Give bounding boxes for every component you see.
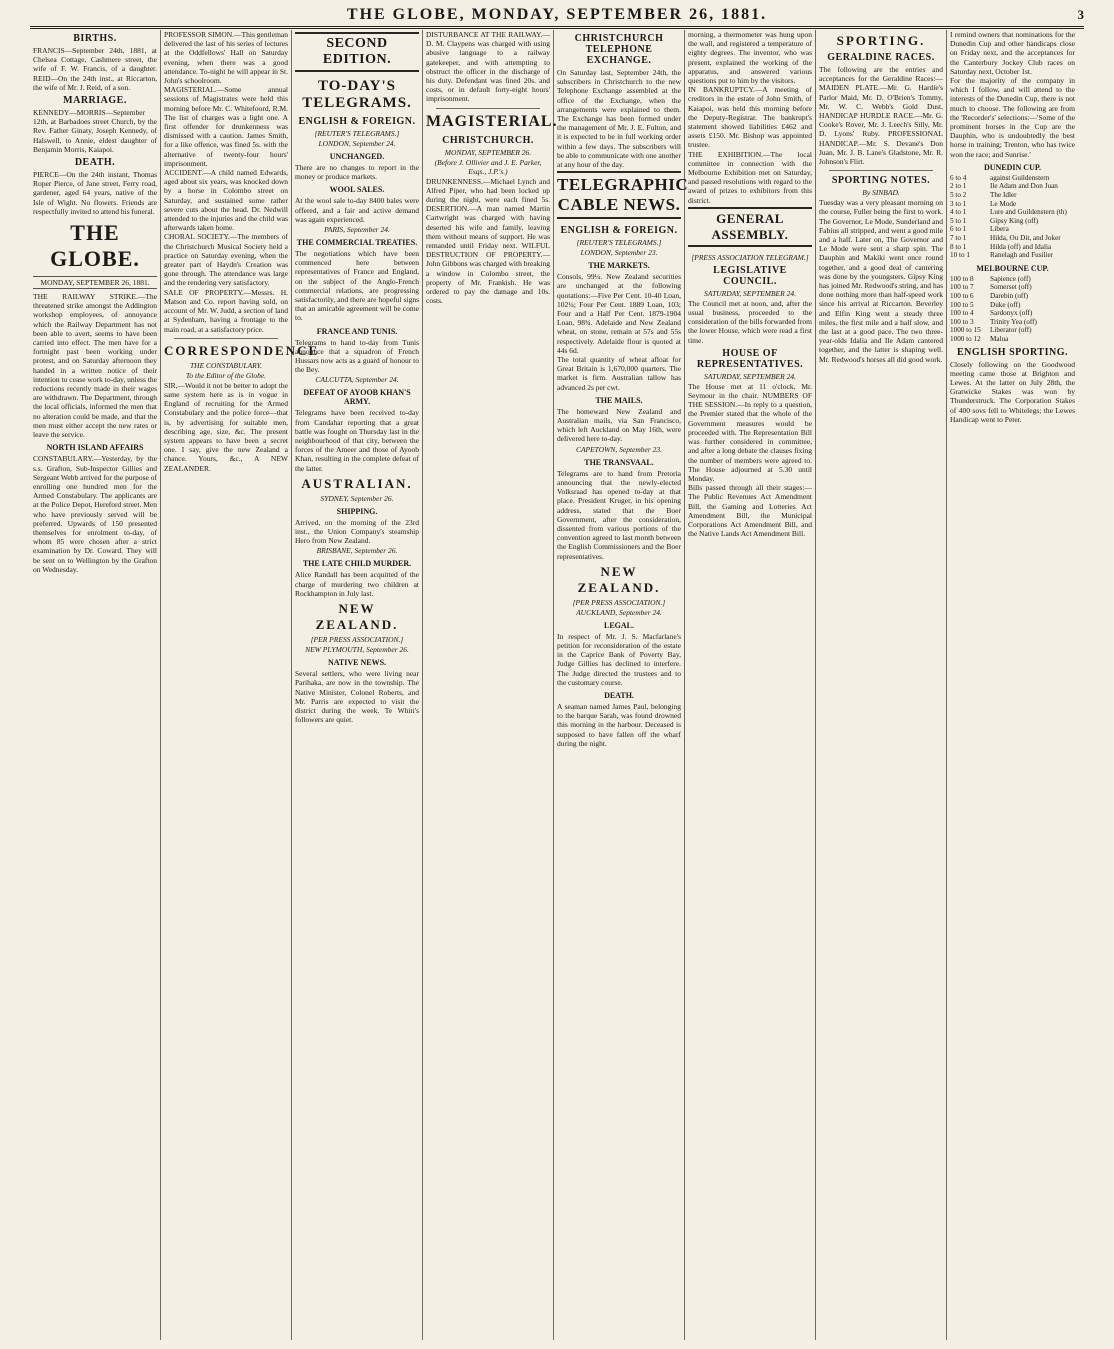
magisterial-text: DRUNKENNESS.—Michael Lynch and Alfred Piper, who had been locked up during the night, were each fined 5s. DESERTION.—A man named Martin Cartwright was charged with having deserted his wife and family, leaving them without means of support. He was remanded until Friday next. WILFUL DESTRUCTION OF PROPERTY.—John Gibbons was charged with breaking a window in Colombo street, the property of Mr. Frankish. He was ordered to pay the damage and 10s. costs. (426, 176, 550, 306)
column-2 (161, 30, 320, 1340)
odds-value: 100 to 8 (950, 274, 974, 283)
new-zealand-heading: NEW ZEALAND. (577, 563, 661, 595)
geraldine-races-text: The following are the entries and acceptances for the Geraldine Races:—MAIDEN PLATE.—Mr. G. Hardie's Parlor Maid, Mr. D. O'Brien's Tommy, Mr. W. C. Webb's Gold Dust. HANDICAP HURDLE RACE.—Mr. G. Cooke's Rover, Mr. J. Leech's Silly, Mr. D. Lyons' Ruby. PROFESSIONAL HANDICAP.—Mr. S. Devane's Don Juan, Mr. J. B. Lane's Gladstone, Mr. R. Johnson's Flirt. (819, 65, 943, 167)
marriage-heading: MARRIAGE. (63, 95, 127, 107)
divider (829, 170, 933, 171)
legal-text: In respect of Mr. J. S. Macfarlane's petition for reconsideration of the estate in the Caprice Bank of Poverty Bay, Judge Gillies has declined to interfere. The Judge directed the trustees and to the customary course. (557, 631, 681, 687)
odds-value: 7 to 1 (950, 234, 967, 242)
odds-row (950, 275, 1075, 284)
divider (436, 108, 540, 109)
odds-value: 100 to 6 (950, 291, 974, 300)
news-paragraph: MAGISTERIAL.—Some annual sessions of Magistrates were held this morning before Mr. C. Whitefoord, R.M. The list of charges was a light one. A first offender for drunkenness was dismissed with a caution. James Smith, for a like offence, was fined 5s. with the alternative of twenty-four hours' imprisonment. (164, 85, 288, 168)
constabulary-text: CONSTABULARY.—Yesterday, by the s.s. Grafton, Sub-Inspector Gillies and Sergeant Webb arrived for the purpose of enrolling one hundred men for the Armed Constabulary. The applicants are at the Police Depot, Hereford street. Men who have previously served will be preferred. Upwards of 150 presented themselves for enrolment to-day, of whom 85 were chosen after a strict examination by Dr. Coward. They will be sent on to Wellington by the Grafton on Wednesday. (33, 454, 157, 574)
english-foreign-heading: ENGLISH & FOREIGN. (298, 116, 416, 127)
column-5 (554, 30, 689, 1340)
odds-value: 5 to 2 (950, 191, 967, 200)
odds-row (950, 318, 1075, 327)
markets-text: Consols, 99¼. New Zealand securities are unchanged at the following quotations:—Five Per Cent. 10-40 Loan, 102¼; Four Per Cent. 1889 Loan, 103; Four and a Half Per Cent. 1879-1904 Loan, 98¾. Adelaide and New Zealand wheat, on stone, remain at 57s and 55s respectively. Adelaide flour is quoted at 44s 6d. (557, 272, 681, 355)
odds-row (950, 301, 1075, 310)
news-paragraph: ACCIDENT.—A child named Edwards, aged about six years, was knocked down by a horse in Colombo street on Saturday, and sustained some rather severe cuts about the head. Dr. Nedwill attended to the injuries and the child was afterwards taken home. (164, 168, 288, 233)
dunedin-cup-odds (950, 174, 1075, 260)
correspondence-subheading: THE CONSTABULARY. (190, 360, 262, 370)
france-tunis-text: Telegrams to hand to-day from Tunis announce that a squadron of French Hussars now acts as a guard of honour to the Bey. (295, 337, 419, 375)
council-date: SATURDAY, SEPTEMBER 24. (704, 288, 796, 298)
press-association-credit: [PRESS ASSOCIATION TELEGRAM.] (691, 252, 809, 262)
odds-value: 100 to 4 (950, 309, 974, 318)
odds-row (950, 174, 1075, 183)
sporting-notes-heading: SPORTING NOTES. (831, 175, 931, 187)
house-heading: HOUSE OF REPRESENTATIVES. (696, 347, 804, 370)
magisterial-date: MONDAY, SEPTEMBER 26. (444, 147, 532, 157)
sydney-dateline: SYDNEY, September 26. (320, 493, 394, 503)
bills-text: Bills passed through all their stages:—The Public Revenues Act Amendment Bill, the Gaming and Lotteries Act Amendment Bill, the Municipal Corporations Act Amendment Bill, and the Native Lands Act Amendment Bill. (688, 483, 812, 539)
capetown-dateline: CAPETOWN, September 23. (575, 444, 663, 454)
horse-name: Lure and Guildenstern (th) (990, 208, 1067, 217)
ayoob-text: Telegrams have been received to-day from Candahar reporting that a great battle was fought on Thursday last in the neighbourhood of that city, between the forces of the Ameer and those of Ayoob Khan, resulting in the complete defeat of the latter. (295, 408, 419, 473)
melbourne-cup-odds (950, 275, 1075, 344)
house-date: SATURDAY, SEPTEMBER 24. (704, 371, 796, 381)
horse-name: Ile Adam and Don Juan (990, 182, 1058, 191)
australian-heading: AUSTRALIAN. (301, 475, 413, 491)
odds-value: 100 to 7 (950, 283, 974, 292)
death-news-text: A seaman named James Paul, belonging to the barque Sarah, was found drowned this morning in the harbour. Deceased is supposed to have fallen off the wharf during the night. (557, 701, 681, 748)
odds-row (950, 251, 1075, 260)
odds-row (950, 326, 1075, 335)
odds-value: 5 to 1 (950, 216, 967, 225)
child-murder-heading: THE LATE CHILD MURDER. (302, 559, 412, 569)
telephone-exchange-heading: CHRISTCHURCH TELEPHONE EXCHANGE. (574, 33, 664, 66)
wool-text: At the wool sale to-day 8400 bales were offered, and a fair and active demand was again experienced. (295, 196, 419, 224)
transvaal-text: Telegrams are to hand from Pretoria announcing that the newly-elected Volksraad has opened to-day at that place. President Kruger, in his opening address, stated that the Boer Government, after the consideration, dissented from various portions of the convention agreed to last month between the English Commissioners and the Boer representatives. (557, 468, 681, 561)
new-zealand-heading: NEW ZEALAND. (315, 601, 399, 633)
death-heading: DEATH. (74, 157, 116, 169)
mails-text: The homeward New Zealand and Australian mails, via San Francisco, which left Auckland on May 16th, were delivered here to-day. (557, 406, 681, 444)
news-paragraph: I remind owners that nominations for the Dunedin Cup and other handicaps close on Friday next, and the acceptances for the Canterbury Jockey Club races on Saturday next, October 1st. (950, 30, 1075, 76)
odds-row (950, 292, 1075, 301)
correspondence-to-editor: To the Editor of the Globe. (185, 370, 267, 380)
north-island-heading: NORTH ISLAND AFFAIRS (46, 443, 144, 453)
odds-row (950, 208, 1075, 217)
death-text: PIERCE—On the 24th instant, Thomas Roper Pierce, of Jane street, Ferry road, gardener, aged 64 years, native of the Isle of Wight. No flowers. Friends are respectfully invited to attend his funeral. (33, 170, 157, 216)
brisbane-dateline: BRISBANE, September 26. (316, 546, 398, 556)
news-paragraph: IN BANKRUPTCY.—A meeting of creditors in the estate of John Smith, of Kaiapoi, was held this morning before the Deputy-Registrar. The bankrupt's statement showed liabilities £462 and assets £150. Mr. Bishop was appointed trustee. (688, 85, 812, 150)
shipping-text: Arrived, on the morning of the 23rd inst., the Union Company's steamship Hero from New Zealand. (295, 517, 419, 546)
auckland-dateline: AUCKLAND, September 24. (576, 607, 662, 617)
divider (174, 338, 278, 339)
sporting-notes-byline: By SINBAD. (862, 188, 900, 198)
horse-name: Duke (off) (990, 300, 1021, 309)
leader-text: THE RAILWAY STRIKE.—The threatened strike amongst the Addington workshop employees, of annoyance which the Railway Department has not been able to avert, seems to have been carried into effect. The men have for a fortnight past been working under protest, and on Saturday afternoon they handed in a written notice of their intention to cease work to-day, unless the reductions recently made in their wages are withdrawn. The Department, through the local officials, informed the men that no alteration could be made, and that the men must either accept the new rates or leave the service. (33, 292, 157, 440)
child-murder-text: Alice Randall has been acquitted of the charge of murdering two children at Rockhampton in July last. (295, 570, 419, 598)
news-paragraph: DISTURBANCE AT THE RAILWAY.—D. M. Claypens was charged with using abusive language to a railway gatekeeper, and with attempting to obstruct the officer in the discharge of his duty. Defendant was fined 20s. and costs, or in default forty-eight hours' imprisonment. (426, 30, 550, 104)
wool-heading: WOOL SALES. (329, 185, 385, 195)
news-paragraph: For the majority of the company in which I follow, and will attend to the interests of the Dunedin Cup, there is not much to choose. The following are from the 'Recorder's' selections:—'Some of the prominent horses in the Cup are the Dauphin, who is undoubtedly the best horse in training; Trenton, who has twice won the race; and Sunrise.' (950, 76, 1075, 159)
horse-name: against Guildenstern (990, 173, 1050, 182)
magisterial-city: CHRISTCHURCH. (442, 134, 534, 146)
column-8 (947, 30, 1078, 1340)
odds-value: 2 to 1 (950, 182, 967, 191)
column-4 (423, 30, 558, 1340)
odds-row (950, 182, 1075, 191)
france-tunis-heading: FRANCE AND TUNIS. (316, 326, 398, 336)
column-1 (30, 30, 161, 1340)
correspondence-heading: CORRESPONDENCE (164, 342, 320, 358)
press-association-credit: [PER PRESS ASSOCIATION.] (572, 597, 666, 607)
sporting-heading: SPORTING. (836, 33, 926, 48)
calcutta-dateline: CALCUTTA, September 24. (315, 375, 399, 385)
native-news-text: Several settlers, who were living near Parihaka, are now in the township. The Native Minister, Colonel Roberts, and Mr. Parris are expected to visit the district during the week. Te Whiti's followers are quiet. (295, 669, 419, 725)
paris-dateline: PARIS, September 24. (324, 225, 390, 235)
news-paragraph: morning, a thermometer was hung upon the wall, and registered a temperature of eighty degrees. The inventor, who was present, explained the working of the apparatus, and answered various questions put to him by the visitors. (688, 30, 812, 86)
news-paragraph: CHORAL SOCIETY.—The members of the Christchurch Musical Society held a practice on Saturday evening, when the greater part of Haydn's Creation was gone through. The attendance was large and the rendering very satisfactory. (164, 232, 288, 288)
odds-value: 100 to 3 (950, 317, 974, 326)
odds-value: 1000 to 12 (950, 334, 981, 343)
horse-name: Malua (990, 334, 1009, 343)
newspaper-title: THE GLOBE, MONDAY, SEPTEMBER 26, 1881. (346, 6, 768, 23)
reuter-credit: [REUTER'S TELEGRAMS.] (576, 238, 662, 248)
horse-name: Hilda, Ou Dit, and Joker (990, 234, 1061, 242)
horse-name: Somerset (off) (990, 283, 1032, 292)
dunedin-cup-heading: DUNEDIN CUP. (983, 162, 1042, 172)
masthead (30, 4, 1084, 29)
ayoob-heading: DEFEAT OF AYOOB KHAN'S ARMY. (303, 388, 411, 407)
globe-heading: THE GLOBE. (50, 220, 140, 272)
odds-value: 6 to 1 (950, 225, 967, 234)
page-number: 3 (1077, 7, 1084, 22)
telephone-exchange-text: On Saturday last, September 24th, the subscribers in Christchurch to the new Telephone Exchange assembled at the office of the Exchange, when the arrangements were explained to them. The Exchange has been formed under the management of Mr. J. E. Fulton, and it is expected to be in full working order within a few days. The subscribers will be able to communicate with one another at any hour of the day. (557, 68, 681, 170)
globe-dateline: MONDAY, SEPTEMBER 26, 1881. (33, 276, 157, 289)
magisterial-heading: MAGISTERIAL. (426, 112, 558, 130)
correspondence-text: SIR,—Would it not be better to adopt the same system here as is in vogue in England of recruiting for the Armed Constabulary and the police force—that is, by advertising for suitable men, describing age, size, &c. The present system appears to have been a secret one. I say, give the new Zealand a chance. Yours, &c., A NEW ZEALANDER. (164, 380, 288, 473)
odds-row (950, 191, 1075, 200)
english-sporting-heading: ENGLISH SPORTING. (957, 346, 1068, 358)
births-text: FRANCIS—September 24th, 1881, at Chelsea Cottage, Cashmere street, the wife of F. W. Francis, of a daughter. REID—On the 24th inst., at Riccarton, the wife of Mr. J. Reid, of a son. (33, 46, 157, 92)
horse-name: Sapience (off) (990, 274, 1031, 283)
marriage-text: KENNEDY—MORRIS—September 12th, at Barbadoes street Church, by the Rev. Father Ginaty, Joseph Kennedy, of Halswell, to Annie, eldest daughter of Benjamin Morris, Kaiapoi. (33, 108, 157, 154)
horse-name: Ranelagh and Fusilier (990, 251, 1054, 260)
native-news-heading: NATIVE NEWS. (327, 658, 387, 668)
wheat-text: The total quantity of wheat afloat for Great Britain is 1,670,000 quarters. The market is firm. Australian tallow has advanced 2s per cwt. (557, 355, 681, 392)
odds-row (950, 335, 1075, 344)
house-text: The House met at 11 o'clock, Mr. Seymour in the chair. NUMBERS OF THE SESSION.—In reply to a question, the Premier stated that the whole of the Government measures would be proceeded with. The Representation Bill was further considered in committee, and after a long debate the clauses fixing the number of members were agreed to. The House adjourned at 5.30 until Monday. (688, 381, 812, 483)
odds-value: 10 to 1 (950, 251, 970, 260)
legal-heading: LEGAL. (603, 620, 634, 630)
horse-name: Libera (990, 225, 1009, 234)
news-paragraph: THE EXHIBITION.—The local committee in connection with the Melbourne Exhibition met on Saturday, and passed resolutions with regard to the award of prizes to exhibitors from this district. (688, 149, 812, 205)
transvaal-heading: THE TRANSVAAL. (584, 457, 654, 467)
births-heading: BIRTHS. (73, 33, 117, 44)
shipping-heading: SHIPPING. (336, 506, 378, 516)
odds-value: 100 to 5 (950, 300, 974, 309)
mails-heading: THE MAILS. (595, 395, 643, 405)
odds-value: 8 to 1 (950, 242, 967, 251)
geraldine-races-heading: GERALDINE RACES. (827, 52, 935, 63)
news-paragraph: SALE OF PROPERTY.—Messrs. H. Matson and Co. report having sold, on account of Mr. W. Judd, a section of land at Sydenham, having a frontage to the main road, at a satisfactory price. (164, 287, 288, 334)
horse-name: Darebin (off) (990, 291, 1028, 300)
legislative-council-heading: LEGISLATIVE COUNCIL. (713, 264, 787, 287)
horse-name: Liberator (off) (990, 326, 1032, 335)
odds-value: 4 to 1 (950, 208, 967, 217)
odds-row (950, 225, 1075, 234)
odds-value: 1000 to 15 (950, 326, 981, 335)
column-3 (292, 30, 423, 1340)
todays-telegrams-heading: TO-DAY'S TELEGRAMS. (302, 78, 412, 111)
column-7 (816, 30, 947, 1340)
new-plymouth-dateline: NEW PLYMOUTH, September 26. (305, 645, 409, 655)
odds-row (950, 217, 1075, 226)
press-association-credit: [PER PRESS ASSOCIATION.] (310, 635, 404, 645)
odds-row (950, 283, 1075, 292)
general-assembly-heading: GENERAL ASSEMBLY. (688, 207, 812, 247)
council-text: The Council met at noon, and, after the usual business, proceeded to the consideration of the bills forwarded from the lower House, which were read a first time. (688, 298, 812, 345)
markets-heading: THE MARKETS. (588, 261, 650, 271)
odds-row (950, 200, 1075, 209)
melbourne-cup-heading: MELBOURNE CUP. (976, 263, 1049, 273)
reuter-credit: [REUTER'S TELEGRAMS.] (314, 129, 400, 138)
news-paragraph: PROFESSOR SIMON.—This gentleman delivered the last of his series of lectures at the Oddfellows' Hall on Saturday evening, when there was a good attendance. To-night he will appear in St. John's schoolroom. (164, 30, 288, 86)
unchanged-heading: UNCHANGED. (329, 152, 385, 161)
death-news-heading: DEATH. (604, 690, 634, 700)
english-sporting-text: Closely following on the Goodwood meeting came those at Brighton and Lewes. At the latter on July 28th, the Gratwicke Stakes was won by Thunderstruck. The Corporation Stakes of 400 sovs fell to Whitelegs; the Lewes Handicap went to Peter. (950, 359, 1075, 424)
horse-name: The Idler (990, 191, 1017, 200)
london-dateline: LONDON, September 23. (580, 248, 658, 258)
horse-name: Sardonyx (off) (990, 309, 1033, 318)
odds-value: 3 to 1 (950, 199, 967, 208)
odds-row (950, 309, 1075, 318)
second-edition-heading: SECOND EDITION. (295, 32, 419, 72)
magisterial-before: (Before J. Ollivier and J. E. Parker, Esqs., J.P.'s.) (434, 157, 542, 176)
horse-name: Le Mode (990, 199, 1017, 208)
telegraphic-heading: TELEGRAPHIC CABLE NEWS. (557, 171, 681, 219)
commercial-heading: THE COMMERCIAL TREATIES. (296, 238, 418, 248)
column-6 (685, 30, 816, 1340)
london-dateline: LONDON, September 24. (318, 139, 396, 148)
horse-name: Hilda (off) and Idalia (990, 242, 1052, 251)
odds-row (950, 243, 1075, 252)
sporting-notes-text: Tuesday was a very pleasant morning on the course, Fuller being the first to work. The Governor, Le Mode, Sunderland and Fabius all stripped, and went a good mile and a half. Later on, The Governor and Le Mode were sent a sharp spin. The Dauphin and Makiki went once round together, and a good deal of cantering was done by the youngsters. Gipsy King has joined Mr. Redwood's string, and has done nothing more than half-speed work since his arrival at Riccarton. Beverley and Elfin King went a steady three miles, the first mile and a half slow, and the last at a good pace. The two three-year-olds Idalia and Ile Adam cantered together, and the latter is shaping well. Mr. Redwood's horses all did good work. (819, 198, 943, 364)
horse-name: Trinity Yea (off) (990, 317, 1037, 326)
commercial-text: The negotiations which have been commenced here between representatives of France and England, on the subject of the Anglo-French commercial relations, are progressing satisfactorily, and there are hopeful signs that an amicable agreement will be come to. (295, 249, 419, 323)
odds-row (950, 234, 1075, 243)
english-foreign-heading: ENGLISH & FOREIGN. (560, 225, 678, 237)
odds-value: 6 to 4 (950, 173, 967, 182)
horse-name: Gipsy King (off) (990, 216, 1039, 225)
unchanged-text: There are no changes to report in the money or produce markets. (295, 163, 419, 182)
